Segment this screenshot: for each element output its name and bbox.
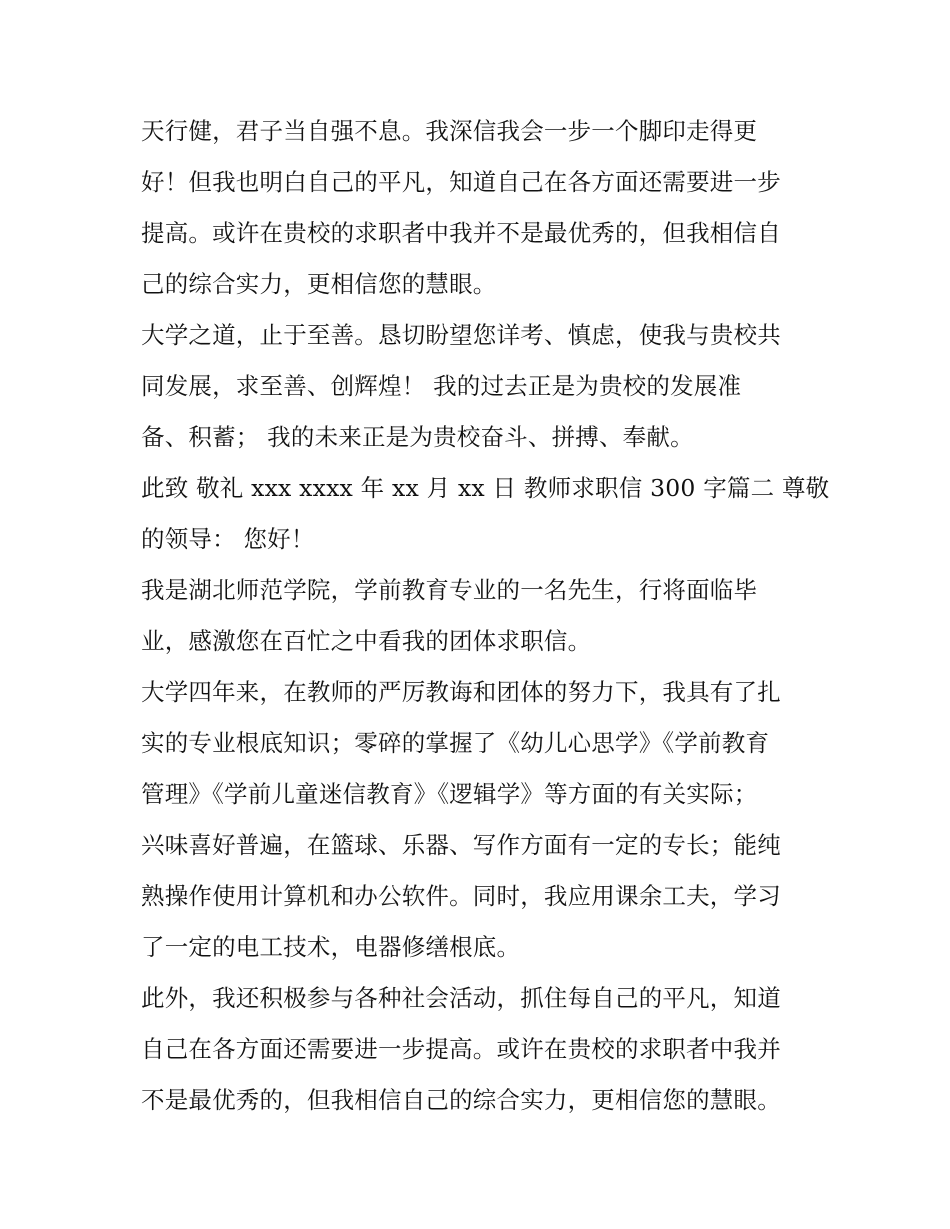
text-line: 我是湖北师范学院，学前教育专业的一名先生，行将面临毕: [141, 576, 758, 604]
text-line: 天行健，君子当自强不息。我深信我会一步一个脚印走得更: [141, 117, 758, 145]
text-line: 熟操作使用计算机和办公软件。同时，我应用课余工夫，学习: [141, 882, 781, 910]
text-line: 大学之道，止于至善。恳切盼望您详考、慎虑，使我与贵校共: [141, 321, 781, 349]
text-line: 的领导： 您好！: [141, 525, 315, 553]
text-line: 实的专业根底知识；零碎的掌握了《幼儿心思学》《学前教育: [141, 729, 770, 757]
text-line: 管理》《学前儿童迷信教育》《逻辑学》等方面的有关实际；: [141, 780, 758, 808]
text-line: 自己在各方面还需要进一步提高。或许在贵校的求职者中我并: [141, 1035, 781, 1063]
text-line: 同发展，求至善、创辉煌！ 我的过去正是为贵校的发展准: [141, 372, 742, 400]
text-line: 备、积蓄； 我的未来正是为贵校奋斗、拼搏、奉献。: [141, 423, 694, 451]
text-line: 不是最优秀的，但我相信自己的综合实力，更相信您的慧眼。: [141, 1086, 781, 1114]
text-line: 提高。或许在贵校的求职者中我并不是最优秀的，但我相信自: [141, 219, 781, 247]
text-line: 此致 敬礼 xxx xxxx 年 xx 月 xx 日 教师求职信 300 字篇二 尊敬: [141, 474, 830, 502]
text-line: 了一定的电工技术，电器修缮根底。: [141, 933, 521, 961]
document-body: [141, 106, 831, 1126]
text-line: 大学四年来，在教师的严厉教诲和团体的努力下，我具有了扎: [141, 678, 781, 706]
text-line: 兴味喜好普遍，在篮球、乐器、写作方面有一定的专长；能纯: [141, 831, 781, 859]
text-line: 好！但我也明白自己的平凡，知道自己在各方面还需要进一步: [141, 168, 781, 196]
text-line: 此外，我还积极参与各种社会活动，抓住每自己的平凡，知道: [141, 984, 781, 1012]
text-line: 业，感激您在百忙之中看我的团体求职信。: [141, 627, 592, 655]
text-line: 己的综合实力，更相信您的慧眼。: [141, 270, 497, 298]
